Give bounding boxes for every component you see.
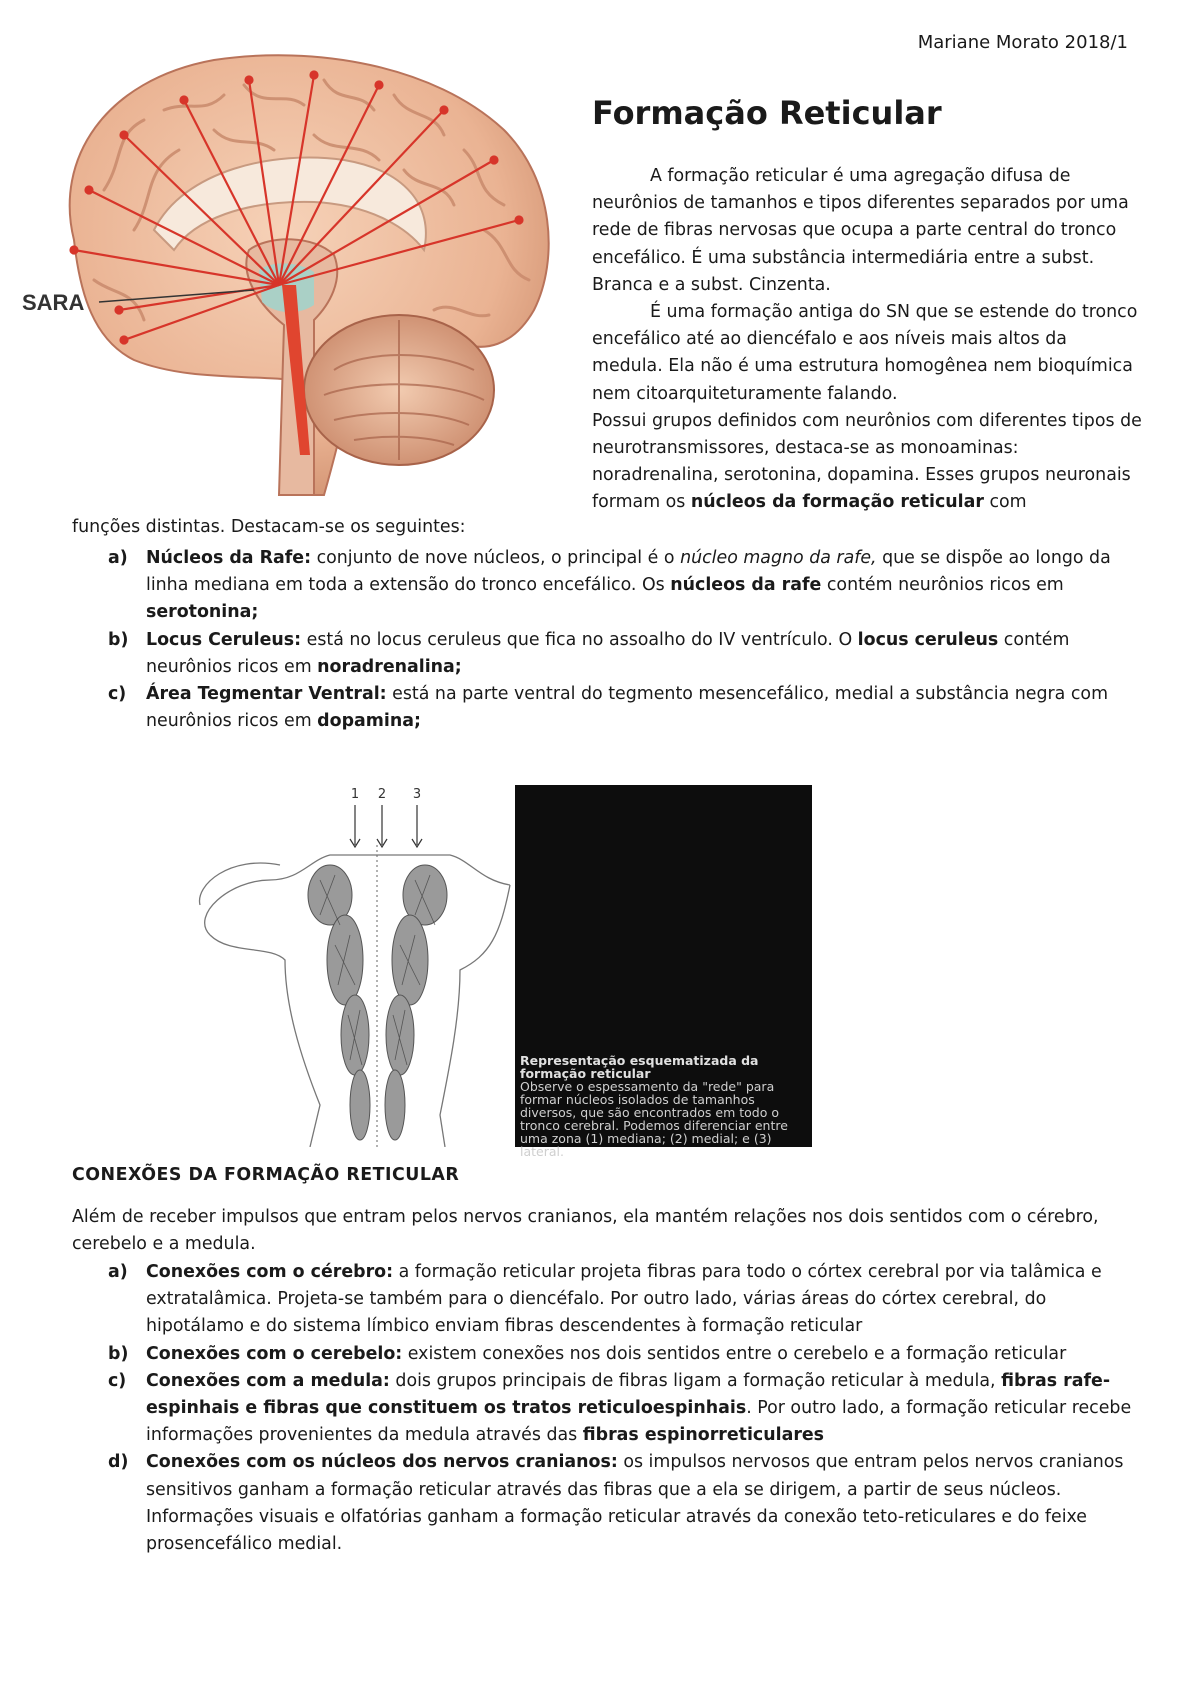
- nuclei-list: [108, 545, 1133, 735]
- list-marker: a): [108, 1262, 128, 1282]
- list-marker: b): [108, 1343, 129, 1364]
- list-marker: d): [108, 1452, 129, 1473]
- arrow-label-3: 3: [412, 787, 422, 802]
- list-marker: c): [108, 1370, 127, 1391]
- list-item: d) Conexões com os núcleos dos nervos cranianos: os impulsos nervosos que entram pelos nervos cranianos sensitivos ganham a formação reticular através das fibras que a ela se dirigem, a partir de seus núcleos. Informações visuais e olfatórias ganham a formação reticular através da conexão teto-reticulares e do feixe prosencefálico medial.: [108, 1449, 1133, 1558]
- list-marker: b): [108, 629, 129, 650]
- connections-list: [108, 1259, 1133, 1558]
- list-item: c) Conexões com a medula: dois grupos principais de fibras ligam a formação reticular à medula, fibras rafe-espinhais e fibras que constituem os tratos reticuloespinhais. Por outro lado, a formação reticular recebe informações provenientes da medula através das fibras espinorreticulares: [108, 1368, 1133, 1450]
- section-heading: CONEXÕES DA FORMAÇÃO RETICULAR: [72, 1165, 460, 1185]
- list-marker: c): [108, 684, 127, 705]
- brain-sagittal-illustration: [14, 40, 574, 500]
- author-line: Mariane Morato 2018/1: [917, 32, 1128, 53]
- list-marker: a): [108, 548, 128, 568]
- intro-paragraph-3: Possui grupos definidos com neurônios com diferentes tipos de neurotransmissores, destaca-se as monoaminas: noradrenalina, serotonina, dopamina. Esses grupos neuronais formam os núcleos da formação reticular com: [592, 410, 1142, 513]
- intro-paragraph-1: A formação reticular é uma agregação difusa de neurônios de tamanhos e tipos diferentes separados por uma rede de fibras nervosas que ocupa a parte central do tronco encefálico. É uma substância intermediária entre a subst. Branca e a subst. Cinzenta.: [592, 166, 1129, 295]
- arrow-label-2: 2: [377, 787, 387, 802]
- arrow-label-1: 1: [350, 787, 360, 802]
- list-item: a) Núcleos da Rafe: conjunto de nove núcleos, o principal é o núcleo magno da rafe, que se dispõe ao longo da linha mediana em toda a extensão do tronco encefálico. Os núcleos da rafe contém neurônios ricos em serotonina;: [108, 545, 1133, 627]
- caption-body: Observe o espessamento da "rede" para formar núcleos isolados de tamanhos diversos, que são encontrados em todo o tronco cerebral. Podemos diferenciar entre uma zona (1) mediana; (2) medial; e (3) lateral.: [520, 1079, 788, 1159]
- connections-intro: Além de receber impulsos que entram pelos nervos cranianos, ela mantém relações nos dois sentidos com o cérebro, cerebelo e a medula.: [72, 1207, 1099, 1255]
- caption-title: Representação esquematizada da formação reticular: [520, 1053, 759, 1081]
- list-item: c) Área Tegmentar Ventral: está na parte ventral do tegmento mesencefálico, medial a substância negra com neurônios ricos em dopamina;: [108, 681, 1133, 735]
- intro-continuation: funções distintas. Destacam-se os seguintes:: [72, 517, 466, 537]
- list-item: b) Conexões com o cerebelo: existem conexões nos dois sentidos entre o cerebelo e a formação reticular: [108, 1341, 1133, 1368]
- list-item: a) Conexões com o cérebro: a formação reticular projeta fibras para todo o córtex cerebral por via talâmica e extratalâmica. Projeta-se também para o diencéfalo. Por outro lado, várias áreas do córtex cerebral, do hipotálamo e do sistema límbico enviam fibras descendentes à formação reticular: [108, 1259, 1133, 1341]
- page-title: Formação Reticular: [592, 94, 942, 132]
- list-item: b) Locus Ceruleus: está no locus ceruleus que fica no assoalho do IV ventrículo. O locus ceruleus contém neurônios ricos em noradrenalina;: [108, 627, 1133, 681]
- intro-text: [592, 163, 1142, 517]
- sara-label: SARA: [22, 290, 85, 315]
- figure-caption: [520, 1054, 806, 1158]
- intro-paragraph-2: É uma formação antiga do SN que se estende do tronco encefálico até ao diencéfalo e aos níveis mais altos da medula. Ela não é uma estrutura homogênea nem bioquímica nem citoarquiteturamente falando.: [592, 302, 1138, 404]
